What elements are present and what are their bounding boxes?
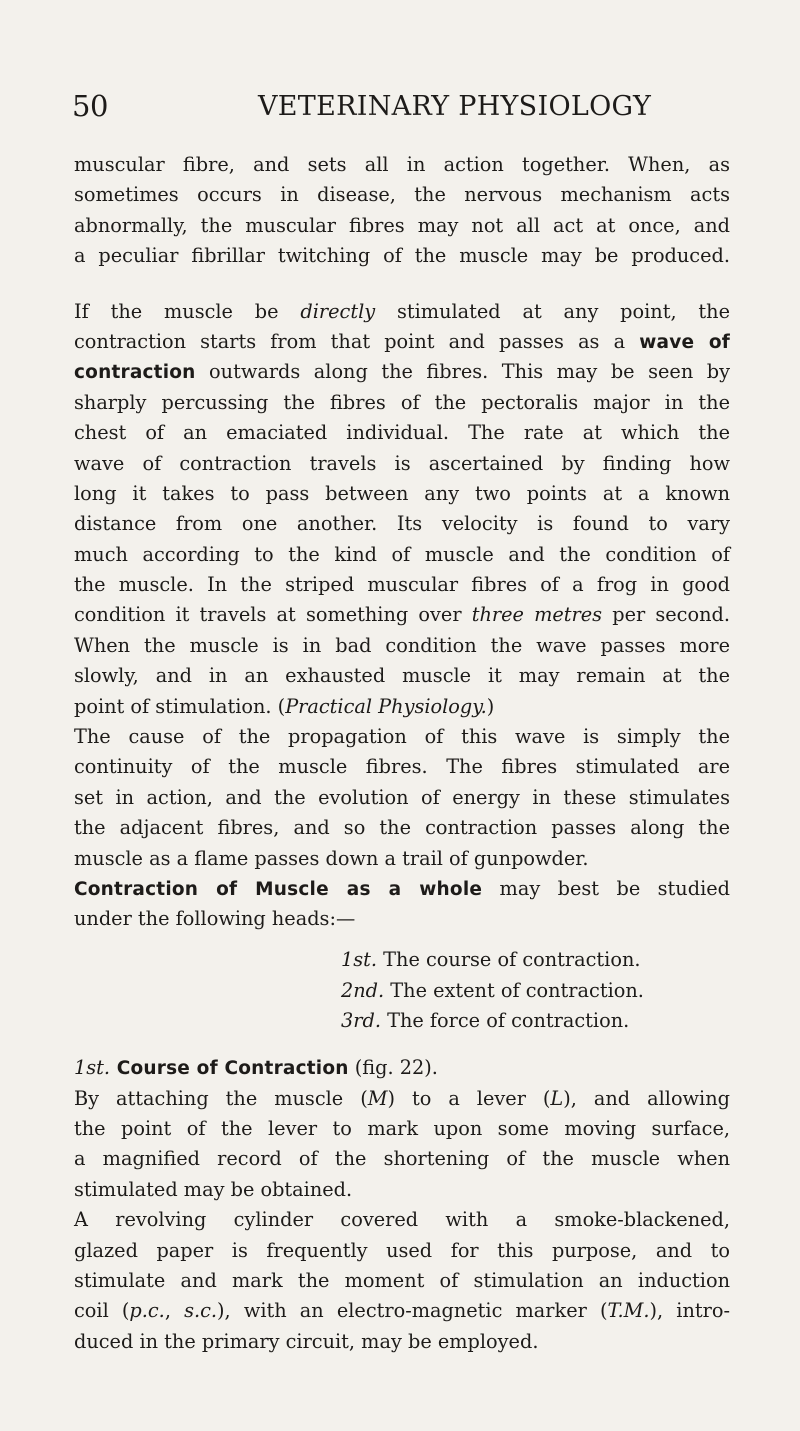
text-line: continuity of the muscle fibres. The fibres stimulated are <box>74 755 730 779</box>
page-number: 50 <box>72 89 108 123</box>
text-line: distance from one another. Its velocity is found to vary <box>74 512 730 536</box>
text-line <box>74 692 730 722</box>
text-span: ) <box>486 694 495 718</box>
contraction-heads-list <box>74 945 730 1037</box>
text-line: under the following heads:— <box>74 907 356 931</box>
text-line: a magnified record of the shortening of the muscle when <box>74 1147 730 1171</box>
section-spacing <box>74 1037 730 1053</box>
text-span: stimulated at any point, the <box>375 299 731 323</box>
text-line: slowly, and in an exhausted muscle it may remain at the <box>74 664 730 688</box>
text-span: ) to a lever ( <box>387 1086 551 1110</box>
text-line: set in action, and the evolution of energy in these stimulates <box>74 785 730 809</box>
text-line: the muscle. In the striped muscular fibres of a frog in good <box>74 573 730 597</box>
page-body <box>74 150 730 1357</box>
list-item <box>341 945 730 976</box>
text-span: , <box>164 1299 185 1323</box>
paragraph-contraction-of-muscle <box>74 874 730 935</box>
italic-symbol: M <box>367 1086 388 1110</box>
text-line: sometimes occurs in disease, the nervous mechanism acts <box>74 183 730 207</box>
text-line: muscular fibre, and sets all in action together. When, as <box>74 153 730 176</box>
text-line <box>74 1084 730 1114</box>
text-line: sharply percussing the fibres of the pectoralis major in the <box>74 390 730 414</box>
text-span: By attaching the muscle ( <box>74 1086 368 1110</box>
text-span: may best be studied <box>482 876 730 900</box>
list-text: The force of contraction. <box>380 1009 630 1033</box>
text-line: a peculiar fibrillar twitching of the muscle may be produced. <box>74 244 730 268</box>
italic-citation: Practical Physiology. <box>285 694 487 718</box>
text-line: wave of contraction travels is ascertained by finding how <box>74 451 730 475</box>
figure-reference: (fig. 22). <box>348 1056 438 1080</box>
paragraph-wave-of-contraction <box>74 297 730 722</box>
list-ordinal: 3rd. <box>341 1009 381 1033</box>
text-span: outwards along the fibres. This may be seen by <box>195 360 730 384</box>
text-span: ), and allowing <box>563 1086 730 1110</box>
bold-term: contraction <box>74 362 196 384</box>
bold-term: Contraction of Muscle as a whole <box>74 878 483 900</box>
italic-term: three metres <box>471 603 603 627</box>
paragraph-spacing <box>74 272 730 297</box>
text-line: glazed paper is frequently used for this purpose, and to <box>74 1238 730 1262</box>
text-span: ), intro- <box>649 1299 730 1323</box>
section-heading: Course of Contraction <box>110 1058 349 1080</box>
text-line: A revolving cylinder covered with a smoke-blackened, <box>74 1208 730 1232</box>
section-ordinal: 1st. <box>74 1056 111 1080</box>
paragraph-nervous-mechanism <box>74 150 730 272</box>
text-span: ), with an electro-magnetic marker ( <box>217 1299 608 1323</box>
running-head: VETERINARY PHYSIOLOGY <box>258 91 652 122</box>
text-span: condition it travels at something over <box>74 603 472 627</box>
list-ordinal: 2nd. <box>341 978 385 1002</box>
text-line: chest of an emaciated individual. The rate at which the <box>74 421 730 445</box>
list-ordinal: 1st. <box>341 947 378 971</box>
text-line: much according to the kind of muscle and the condition of <box>74 542 730 566</box>
list-text: The extent of contraction. <box>384 978 644 1002</box>
list-text: The course of contraction. <box>377 947 641 971</box>
text-span: point of stimulation. ( <box>74 694 286 718</box>
text-span: contraction starts from that point and passes as a <box>74 329 640 353</box>
text-line <box>74 327 730 357</box>
text-line: stimulate and mark the moment of stimulation an induction <box>74 1268 730 1292</box>
text-line: stimulated may be obtained. <box>74 1177 353 1201</box>
text-span: coil ( <box>74 1299 130 1323</box>
text-line: abnormally, the muscular fibres may not all act at once, and <box>74 213 730 237</box>
text-line: long it takes to pass between any two points at a known <box>74 481 730 505</box>
text-line: duced in the primary circuit, may be employed. <box>74 1329 539 1353</box>
list-item <box>341 976 730 1007</box>
text-line <box>74 1296 730 1326</box>
italic-term: directly <box>300 299 376 323</box>
paragraph-muscle-lever <box>74 1084 730 1206</box>
bold-term: wave of <box>639 331 731 353</box>
text-line: muscle as a flame passes down a trail of gunpowder. <box>74 846 589 870</box>
italic-abbreviation: s.c. <box>184 1299 218 1323</box>
section-heading-course-of-contraction <box>74 1053 730 1083</box>
text-span: If the muscle be <box>74 299 301 323</box>
text-line <box>74 874 730 904</box>
paragraph-revolving-cylinder <box>74 1205 730 1357</box>
text-line <box>74 600 730 630</box>
text-line <box>74 357 730 387</box>
text-line: the adjacent fibres, and so the contraction passes along the <box>74 816 730 840</box>
italic-abbreviation: p.c. <box>129 1299 165 1323</box>
paragraph-propagation-cause <box>74 722 730 874</box>
list-item <box>341 1006 730 1037</box>
text-line: When the muscle is in bad condition the wave passes more <box>74 633 730 657</box>
italic-abbreviation: T.M. <box>607 1299 650 1323</box>
italic-symbol: L <box>550 1086 564 1110</box>
text-span: per second. <box>602 603 730 627</box>
text-line: the point of the lever to mark upon some moving surface, <box>74 1116 730 1140</box>
text-line <box>74 297 730 327</box>
text-line: The cause of the propagation of this wave is simply the <box>74 725 730 749</box>
